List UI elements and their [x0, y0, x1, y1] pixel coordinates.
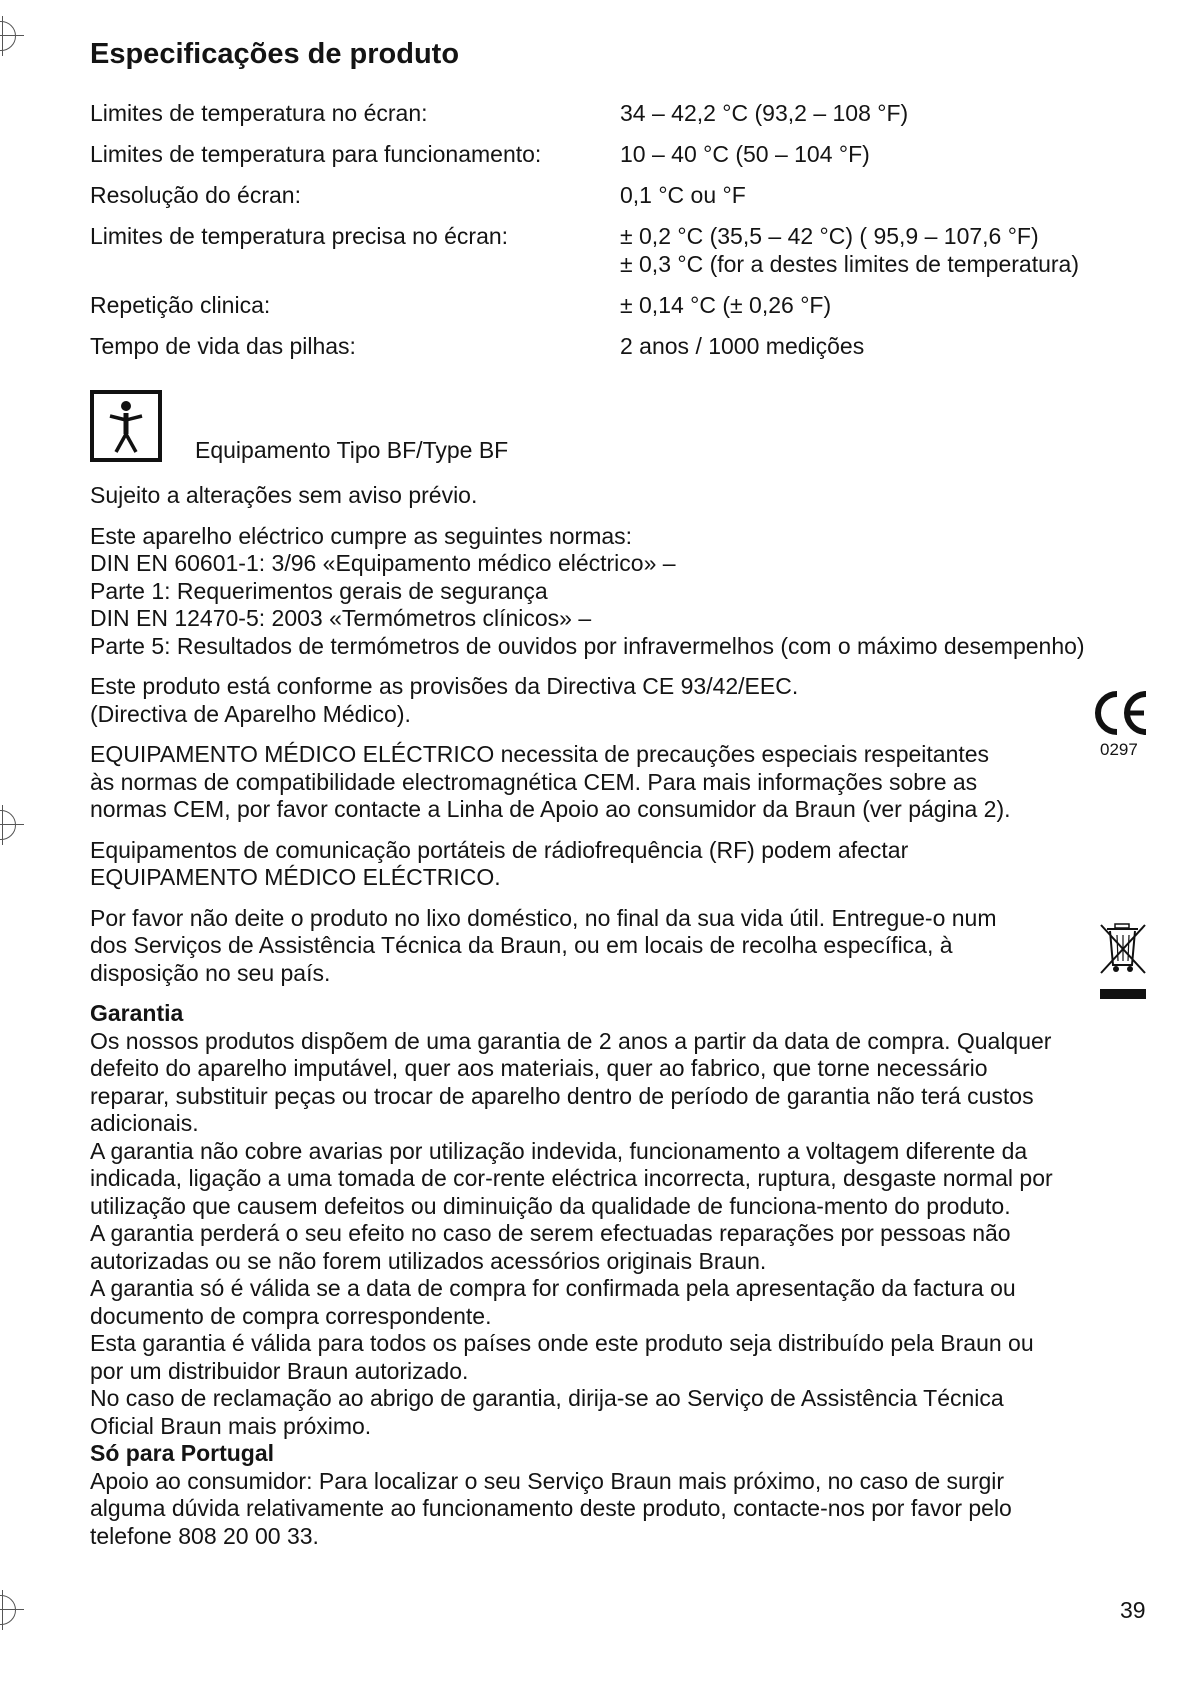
- text-line: No caso de reclamação ao abrigo de garantia, dirija-se ao Serviço de Assistência Técnica: [90, 1385, 1004, 1411]
- text-line: defeito do aparelho imputável, quer aos materiais, quer ao fabrico, que torne necessário: [90, 1055, 988, 1081]
- text-line: EQUIPAMENTO MÉDICO ELÉCTRICO necessita de precauções especiais respeitantes: [90, 741, 990, 767]
- spec-row: [90, 222, 1150, 278]
- text-line: A garantia não cobre avarias por utilização indevida, funcionamento a voltagem diferente da: [90, 1137, 1028, 1164]
- spec-value-line: 10 – 40 °C (50 – 104 °F): [620, 141, 870, 167]
- text-line: Apoio ao consumidor: Para localizar o seu Serviço Braun mais próximo, no caso de surgir: [90, 1467, 1005, 1494]
- equipment-type-label: Equipamento Tipo BF/Type BF: [195, 437, 509, 463]
- spec-row: [90, 140, 1150, 168]
- registration-mark-middle: [0, 805, 24, 845]
- rf-paragraph: [90, 837, 1150, 892]
- disposal-paragraph: [90, 905, 1080, 988]
- notice-paragraph: Sujeito a alterações sem aviso prévio.: [90, 482, 478, 508]
- text-line: Equipamentos de comunicação portáteis de rádiofrequência (RF) podem afectar: [90, 836, 909, 863]
- page-number: 39: [1120, 1597, 1146, 1623]
- text-line: Por favor não deite o produto no lixo doméstico, no final da sua vida útil. Entregue-o num: [90, 904, 997, 931]
- text-line: documento de compra correspondente.: [90, 1302, 492, 1329]
- spec-value: [620, 332, 1150, 360]
- spec-table: [90, 99, 1150, 373]
- standards-paragraph: [90, 523, 1150, 661]
- text-line: Oficial Braun mais próximo.: [90, 1412, 372, 1439]
- spec-value: [620, 291, 1150, 319]
- text-line: Parte 1: Requerimentos gerais de segurança: [90, 577, 548, 604]
- text-line: DIN EN 12470-5: 2003 «Termómetros clínicos» –: [90, 605, 592, 631]
- text-line: às normas de compatibilidade electromagnética CEM. Para mais informações sobre as: [90, 768, 978, 795]
- spec-label: Limites de temperatura no écran:: [90, 100, 428, 126]
- text-line: A garantia perderá o seu efeito no caso de serem efectuadas reparações por pessoas não: [90, 1220, 1011, 1246]
- spec-label: Repetição clinica:: [90, 292, 271, 318]
- text-line: Parte 5: Resultados de termómetros de ouvidos por infravermelhos (com o máximo desempenho): [90, 632, 1085, 659]
- spec-row: [90, 181, 1150, 209]
- text-line: alguma dúvida relativamente ao funcionamento deste produto, contacte-nos por favor pelo: [90, 1495, 1012, 1521]
- text-line: telefone 808 20 00 33.: [90, 1522, 319, 1549]
- text-line: utilização que causem defeitos ou diminuição da qualidade de funciona-mento do produto.: [90, 1192, 1011, 1219]
- text-line: adicionais.: [90, 1110, 199, 1136]
- text-line: disposição no seu país.: [90, 959, 331, 986]
- type-bf-person-icon: [90, 390, 162, 462]
- portugal-heading: Só para Portugal: [90, 1440, 275, 1466]
- text-line: dos Serviços de Assistência Técnica da Braun, ou em locais de recolha específica, à: [90, 932, 953, 958]
- text-line: normas CEM, por favor contacte a Linha de Apoio ao consumidor da Braun (ver página 2).: [90, 796, 1011, 822]
- spec-value-line: 0,1 °C ou °F: [620, 182, 746, 208]
- ce-mark-number: 0297: [1100, 740, 1138, 759]
- text-line: EQUIPAMENTO MÉDICO ELÉCTRICO.: [90, 864, 501, 890]
- page-title: Especificações de produto: [90, 38, 460, 70]
- spec-value: [620, 99, 1150, 127]
- text-line: reparar, substituir peças ou trocar de aparelho dentro de período de garantia não terá custos: [90, 1082, 1034, 1109]
- text-line: (Directiva de Aparelho Médico).: [90, 700, 411, 727]
- warranty-heading: Garantia: [90, 1000, 184, 1026]
- spec-label: Resolução do écran:: [90, 182, 301, 208]
- registration-mark-top: [0, 16, 24, 56]
- spec-value-line: ± 0,14 °C (± 0,26 °F): [620, 292, 832, 318]
- text-line: por um distribuidor Braun autorizado.: [90, 1357, 469, 1384]
- directive-paragraph: [90, 673, 1080, 728]
- text-line: Esta garantia é válida para todos os países onde este produto seja distribuído pela Braun ou: [90, 1330, 1034, 1356]
- text-line: Este aparelho eléctrico cumpre as seguintes normas:: [90, 522, 633, 549]
- spec-row: [90, 99, 1150, 127]
- text-line: Os nossos produtos dispõem de uma garantia de 2 anos a partir da data de compra. Qualquer: [90, 1027, 1052, 1054]
- emc-paragraph: [90, 741, 1150, 824]
- text-line: DIN EN 60601-1: 3/96 «Equipamento médico eléctrico» –: [90, 550, 676, 576]
- ce-mark-icon: [1090, 688, 1150, 738]
- spec-value: [620, 222, 1150, 278]
- registration-mark-bottom: [0, 1590, 24, 1630]
- spec-row: [90, 291, 1150, 319]
- warranty-paragraph: [90, 1028, 1150, 1441]
- portugal-paragraph: [90, 1468, 1150, 1551]
- document-body: [90, 482, 1150, 1550]
- spec-value: [620, 140, 1150, 168]
- spec-row: [90, 332, 1150, 360]
- crossed-bin-icon: [1098, 921, 1148, 1001]
- spec-label: Limites de temperatura precisa no écran:: [90, 223, 509, 249]
- text-line: autorizadas ou se não forem utilizados acessórios originais Braun.: [90, 1247, 767, 1274]
- spec-value-line: ± 0,3 °C (for a destes limites de temperatura): [620, 251, 1080, 277]
- spec-value-line: 2 anos / 1000 medições: [620, 333, 865, 359]
- spec-value-line: 34 – 42,2 °C (93,2 – 108 °F): [620, 100, 909, 126]
- spec-value-line: ± 0,2 °C (35,5 – 42 °C) ( 95,9 – 107,6 °F): [620, 223, 1039, 249]
- text-line: A garantia só é válida se a data de compra for confirmada pela apresentação da factura ou: [90, 1275, 1016, 1301]
- spec-value: [620, 181, 1150, 209]
- spec-label: Limites de temperatura para funcionamento:: [90, 141, 542, 167]
- text-line: Este produto está conforme as provisões da Directiva CE 93/42/EEC.: [90, 673, 799, 699]
- spec-label: Tempo de vida das pilhas:: [90, 333, 356, 359]
- text-line: indicada, ligação a uma tomada de cor-rente eléctrica incorrecta, ruptura, desgaste normal por: [90, 1165, 1053, 1191]
